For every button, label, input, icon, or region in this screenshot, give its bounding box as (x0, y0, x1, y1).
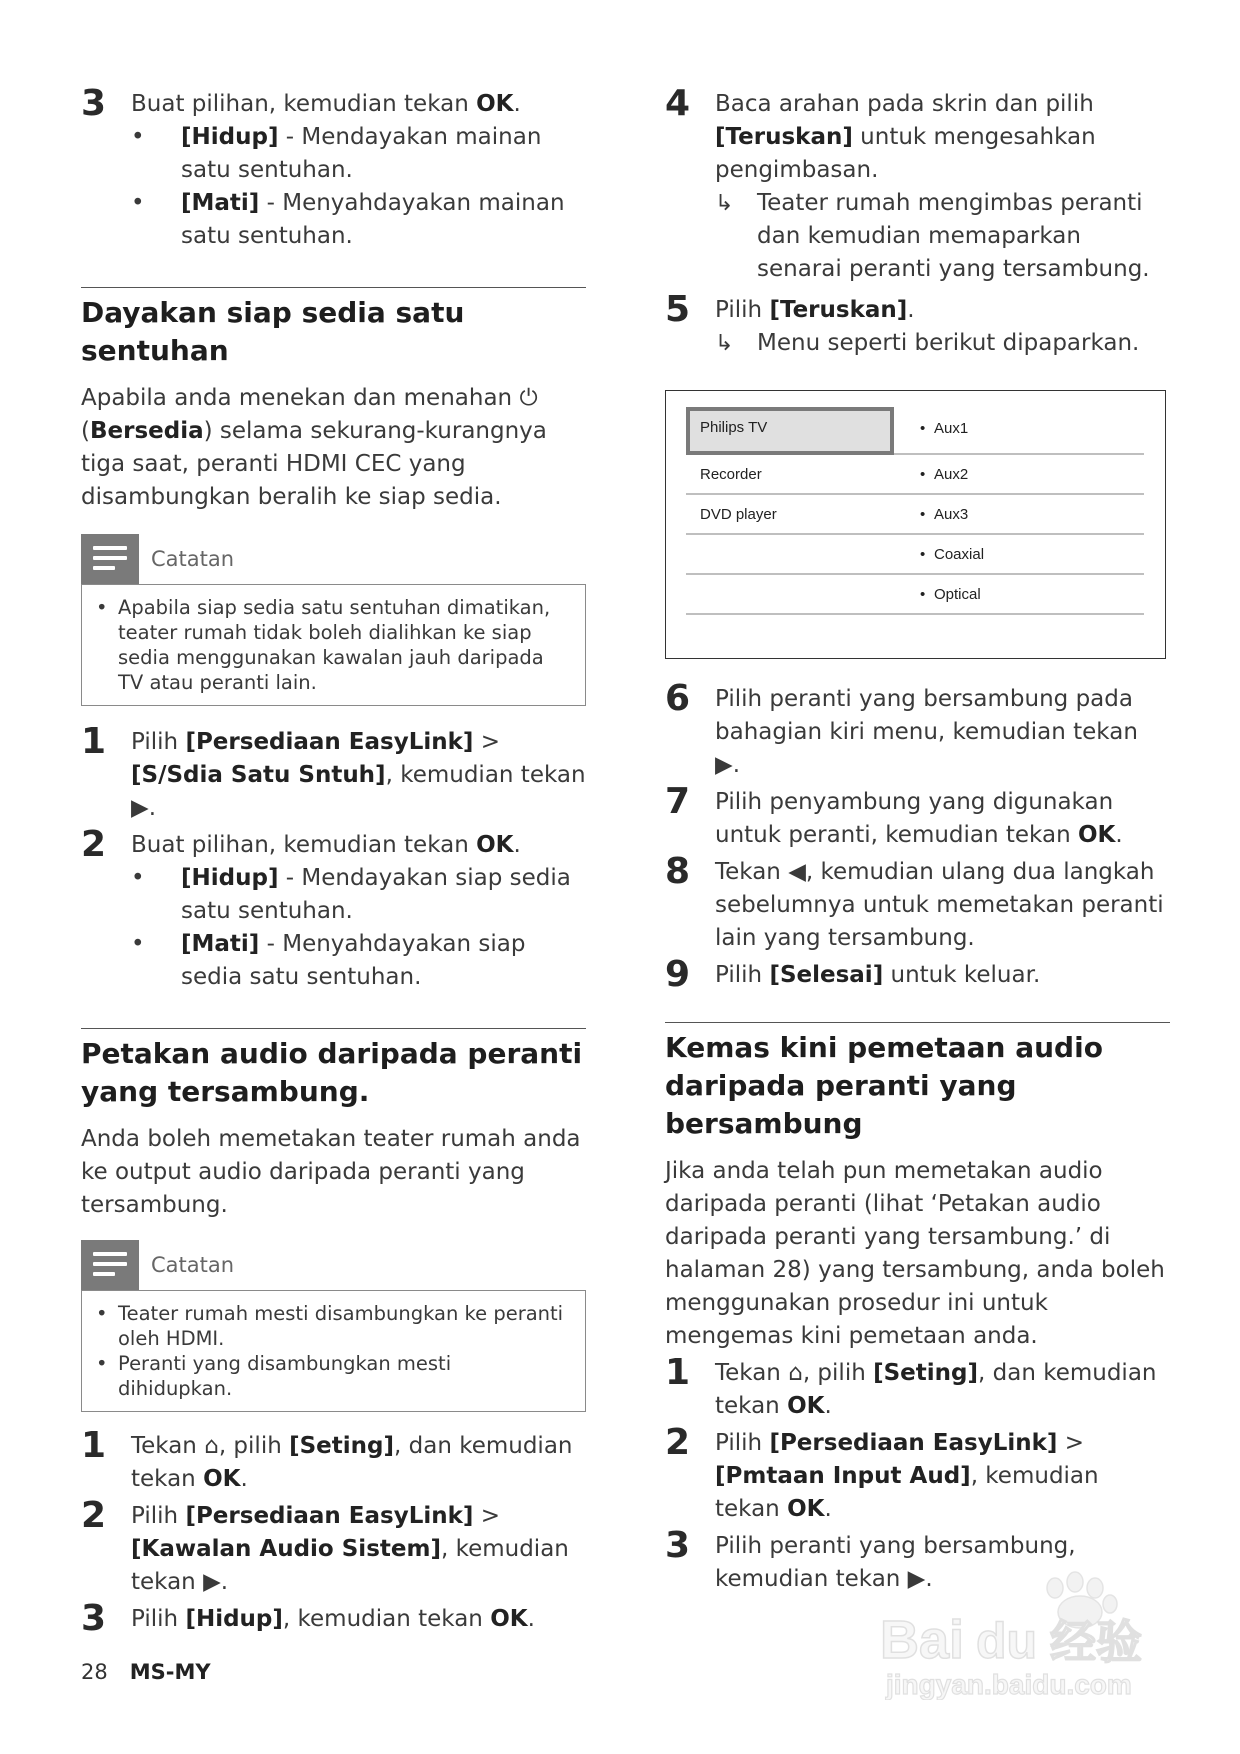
language-code: MS-MY (129, 1660, 211, 1684)
home-icon: ⌂ (788, 1360, 803, 1386)
menu-item-coaxial[interactable]: • Coaxial (894, 535, 1144, 575)
step-8: 8 Tekan ◀, kemudian ulang dua langkah sebelumnya untuk memetakan peranti lain yang tersambung. (665, 851, 1164, 951)
step-2: 2 Buat pilihan, kemudian tekan OK. (81, 824, 521, 865)
connector-list (894, 407, 1144, 615)
step-2-options (131, 862, 586, 994)
right-column (665, 83, 1170, 1596)
menu-item-dvd-player[interactable]: DVD player (686, 495, 894, 535)
svg-text:Bai: Bai (880, 1610, 965, 1670)
step-2: 2 Pilih [Persediaan EasyLink] > [Pmtaan Input Aud], kemudian tekan OK. (665, 1422, 1099, 1522)
note-icon (81, 534, 139, 584)
device-list (686, 407, 894, 615)
step-3: 3 Pilih peranti yang bersambung, kemudian tekan ▶. (665, 1525, 1076, 1592)
note-item: • Teater rumah mesti disambungkan ke peranti oleh HDMI. (96, 1301, 571, 1351)
step-4: 4 Baca arahan pada skrin dan pilih [Teruskan] untuk mengesahkan pengimbasan. (665, 83, 1096, 183)
note-title: Catatan (151, 547, 235, 571)
step-2: 2 Pilih [Persediaan EasyLink] > [Kawalan Audio Sistem], kemudian tekan ▶. (81, 1495, 569, 1595)
step-5-result: ↳ Menu seperti berikut dipaparkan. (715, 327, 1170, 360)
step-6: 6 Pilih peranti yang bersambung pada bahagian kiri menu, kemudian tekan ▶. (665, 678, 1138, 778)
step-4-result: ↳ Teater rumah mengimbas peranti dan kemudian memaparkan senarai peranti yang tersambung. (715, 187, 1170, 286)
menu-item-philips-tv[interactable]: Philips TV (686, 407, 894, 455)
power-icon: ⏻ (519, 385, 538, 411)
step-3: 3 Buat pilihan, kemudian tekan OK. (81, 83, 521, 124)
device-mapping-menu (665, 390, 1166, 659)
result-arrow-icon: ↳ (715, 191, 734, 216)
menu-item-aux1[interactable]: • Aux1 (894, 407, 1144, 455)
section-paragraph: Anda boleh memetakan teater rumah anda ke output audio daripada peranti yang tersambung. (81, 1126, 581, 1218)
step-7: 7 Pilih penyambung yang digunakan untuk peranti, kemudian tekan OK. (665, 781, 1123, 848)
step-3-options (131, 121, 586, 253)
home-icon: ⌂ (204, 1433, 219, 1459)
svg-text:经验: 经验 (1050, 1615, 1142, 1669)
note-title: Catatan (151, 1253, 235, 1277)
left-column (81, 83, 586, 1639)
svg-text:jingyan.baidu.com: jingyan.baidu.com (886, 1669, 1132, 1700)
note-box (81, 1240, 586, 1412)
step-3: 3 Pilih [Hidup], kemudian tekan OK. (81, 1598, 535, 1639)
list-item: • [Hidup] - Mendayakan mainan satu sentuhan. (131, 121, 586, 187)
menu-item-empty (686, 575, 894, 615)
page-footer (81, 1660, 211, 1684)
section-heading: Dayakan siap sedia satu sentuhan (81, 296, 465, 367)
step-1: 1 Pilih [Persediaan EasyLink] > [S/Sdia Satu Sntuh], kemudian tekan ▶. (81, 721, 586, 821)
step-1: 1 Tekan ⌂, pilih [Seting], dan kemudian tekan OK. (665, 1352, 1157, 1419)
list-item: • [Hidup] - Mendayakan siap sedia satu sentuhan. (131, 862, 586, 928)
menu-item-optical[interactable]: • Optical (894, 575, 1144, 615)
svg-text:du: du (976, 1613, 1038, 1669)
note-icon (81, 1240, 139, 1290)
menu-item-aux3[interactable]: • Aux3 (894, 495, 1144, 535)
step-number: 3 (81, 83, 107, 124)
step-5: 5 Pilih [Teruskan]. (665, 289, 915, 330)
section-paragraph: Apabila anda menekan dan menahan ⏻ (Bersedia) selama sekurang-kurangnya tiga saat, peranti HDMI CEC yang disambungkan beralih ke siap sedia. (81, 385, 547, 510)
list-item: • [Mati] - Menyahdayakan mainan satu sentuhan. (131, 187, 586, 253)
section-paragraph: Jika anda telah pun memetakan audio daripada peranti (lihat ‘Petakan audio daripada peranti yang tersambung.’ di halaman 28) yang tersambung, anda boleh menggunakan prosedur ini untuk mengemas kini pemetaan anda. (665, 1158, 1165, 1349)
section-heading: Petakan audio daripada peranti yang tersambung. (81, 1037, 583, 1108)
menu-item-aux2[interactable]: • Aux2 (894, 455, 1144, 495)
section-heading: Kemas kini pemetaan audio daripada peranti yang bersambung (665, 1031, 1103, 1140)
baidu-jingyan-watermark-logo (880, 1570, 1170, 1700)
note-item: • Apabila siap sedia satu sentuhan dimatikan, teater rumah tidak boleh dialihkan ke siap sedia menggunakan kawalan jauh daripada TV atau peranti lain. (96, 595, 571, 695)
note-item: • Peranti yang disambungkan mesti dihidupkan. (96, 1351, 571, 1401)
menu-item-recorder[interactable]: Recorder (686, 455, 894, 495)
result-arrow-icon: ↳ (715, 331, 734, 356)
step-1: 1 Tekan ⌂, pilih [Seting], dan kemudian tekan OK. (81, 1425, 573, 1492)
list-item: • [Mati] - Menyahdayakan siap sedia satu sentuhan. (131, 928, 586, 994)
menu-item-empty (686, 535, 894, 575)
note-box (81, 534, 586, 706)
step-9: 9 Pilih [Selesai] untuk keluar. (665, 954, 1041, 995)
page-number: 28 (81, 1660, 108, 1684)
